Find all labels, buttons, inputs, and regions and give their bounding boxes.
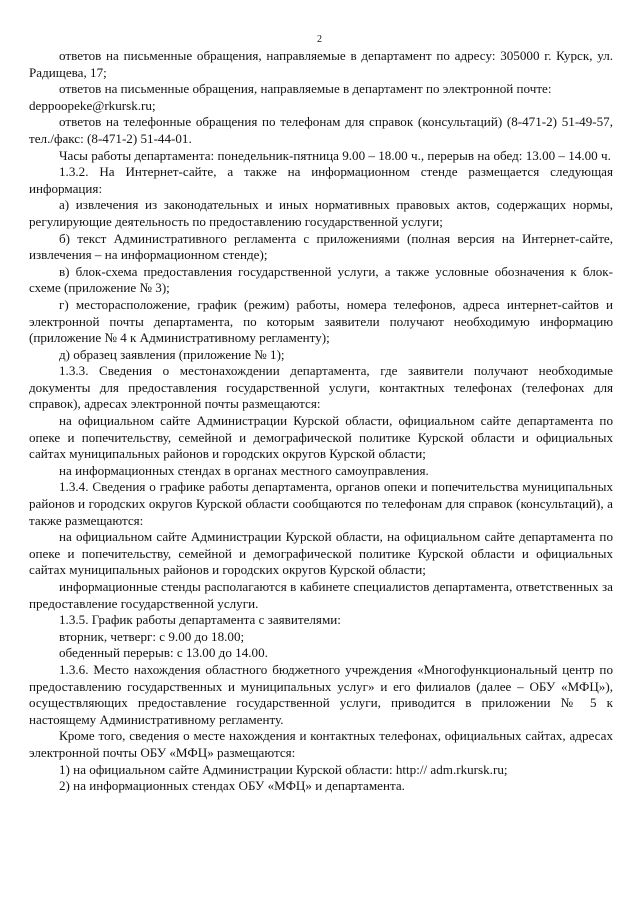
paragraph-phones: ответов на телефонные обращения по телефонам для справок (консультаций) (8-471-2) 51-49-57, тел./факс: (8-471-2) 51-44-01. — [29, 114, 613, 146]
paragraph-1-3-5: 1.3.5. График работы департамента с заявителями: — [59, 612, 341, 628]
paragraph-item-a: а) извлечения из законодательных и иных нормативных правовых актов, содержащих нормы, регулирующие деятельность по предоставлению государственной услуги; — [29, 197, 613, 229]
paragraph-email-intro: ответов на письменные обращения, направляемые в департамент по электронной почте: — [59, 81, 552, 97]
paragraph-mfc-info: Кроме того, сведения о месте нахождения и контактных телефонах, официальных сайтах, адресах электронной почты ОБУ «МФЦ» размещаются: — [29, 728, 613, 760]
paragraph-item-v: в) блок-схема предоставления государственной услуги, а также условные обозначения к блок-схеме (приложение № 3); — [29, 263, 613, 296]
paragraph-email-address: deppoopeke@rkursk.ru; — [29, 97, 156, 113]
paragraph-address: ответов на письменные обращения, направляемые в департамент по адресу: 305000 г. Курск, ул. Радищева, 17; — [29, 48, 613, 80]
paragraph-1-3-2: 1.3.2. На Интернет-сайте, а также на информационном стенде размещается следующая информация: — [29, 164, 613, 196]
paragraph-info-stands-local: на информационных стендах в органах местного самоуправления. — [59, 462, 429, 478]
paragraph-item-d: д) образец заявления (приложение № 1); — [59, 346, 285, 362]
page-number: 2 — [317, 34, 322, 45]
paragraph-item-b: б) текст Административного регламента с приложениями (полная версия на Интернет-сайте, извлечения – на информационном стенде); — [29, 230, 613, 263]
paragraph-working-hours: Часы работы департамента: понедельник-пятница 9.00 – 18.00 ч., перерыв на обед: 13.00 – 14.00 ч. — [59, 147, 611, 163]
paragraph-lunch-break: обеденный перерыв: с 13.00 до 14.00. — [59, 645, 268, 661]
paragraph-1-3-6: 1.3.6. Место нахождения областного бюджетного учреждения «Многофункциональный центр по предоставлению государственных и муниципальных услуг» и его филиалов (далее – ОБУ «МФЦ»), осуществляющих предоставление государственной услуги, приводится в приложении № 5 к настоящему Административному регламенту. — [29, 661, 613, 727]
document-body — [29, 34, 613, 795]
paragraph-official-site: на официальном сайте Администрации Курской области, официальном сайте департамента по опеке и попечительству, семейной и демографической политике Курской области и официальных сайтах муниципальных районов и городских округов Курской области; — [29, 413, 613, 462]
paragraph-info-stands-office: информационные стенды располагаются в кабинете специалистов департамента, ответственных за предоставление государственной услуги. — [29, 579, 613, 611]
paragraph-1-3-4: 1.3.4. Сведения о графике работы департамента, органов опеки и попечительства муниципальных районов и городских округов Курской области сообщаются по телефонам для справок (консультаций), а также размещаются: — [29, 479, 613, 528]
paragraph-1-3-3: 1.3.3. Сведения о местонахождении департамента, где заявители получают необходимые документы для предоставления государственной услуги, контактных телефонах (телефонах для справок), адресах электронной почты размещаются: — [29, 363, 613, 412]
paragraph-mfc-site: 1) на официальном сайте Администрации Курской области: http:// adm.rkursk.ru; — [59, 761, 508, 777]
paragraph-schedule-days: вторник, четверг: с 9.00 до 18.00; — [59, 628, 245, 644]
paragraph-mfc-stands: 2) на информационных стендах ОБУ «МФЦ» и департамента. — [59, 778, 405, 794]
paragraph-item-g: г) месторасположение, график (режим) работы, номера телефонов, адреса интернет-сайтов и электронной почты департамента, по которым заявители получают необходимую информацию (приложение № 4 к Административному регламенту); — [29, 296, 613, 346]
paragraph-official-site-2: на официальном сайте Администрации Курской области, на официальном сайте департамента по опеке и попечительству, семейной и демографической политике Курской области и официальных сайтах муниципальных районов и городских округов Курской области; — [29, 529, 613, 578]
